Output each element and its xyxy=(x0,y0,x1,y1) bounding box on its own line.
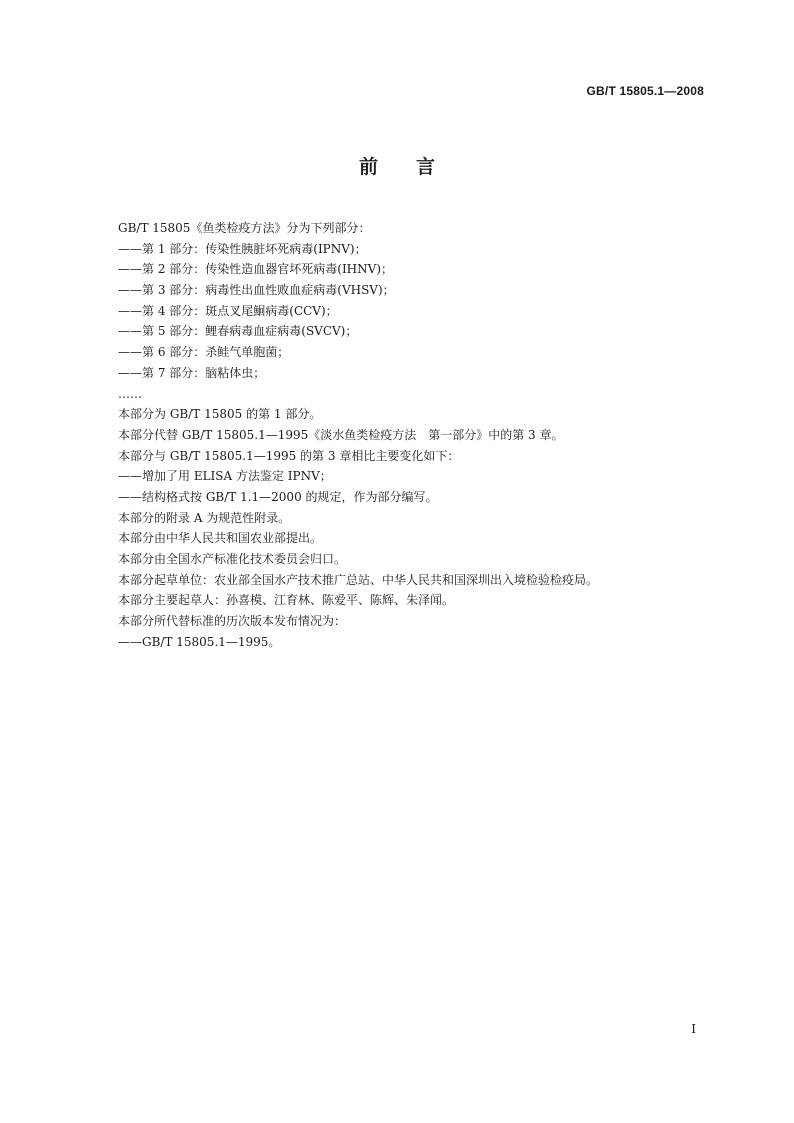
text-line: 本部分主要起草人：孙喜模、江育林、陈爱平、陈辉、朱泽闻。 xyxy=(118,593,455,608)
text-line: 本部分由中华人民共和国农业部提出。 xyxy=(118,531,323,546)
text-line: GB/T 15805《鱼类检疫方法》分为下列部分： xyxy=(118,221,371,235)
text-line: ——第 7 部分：脑粘体虫； xyxy=(118,365,266,380)
text-line: 本部分起草单位：农业部全国水产技术推广总站、中华人民共和国深圳出入境检验检疫局。 xyxy=(118,572,599,587)
text-line: ——第 2 部分：传染性造血器官坏死病毒(IHNV)； xyxy=(118,262,393,277)
text-line: ——增加了用 ELISA 方法鉴定 IPNV； xyxy=(118,469,332,484)
page-title: 前言 xyxy=(358,156,473,178)
text-line: 本部分所代替标准的历次版本发布情况为： xyxy=(118,614,347,629)
text-line: ——第 1 部分：传染性胰脏坏死病毒(IPNV)； xyxy=(118,241,367,256)
text-line: ——GB/T 15805.1—1995。 xyxy=(118,634,281,649)
text-line: ——第 5 部分：鲤春病毒血症病毒(SVCV)； xyxy=(118,324,358,339)
text-line: ——第 3 部分：病毒性出血性败血症病毒(VHSV)； xyxy=(118,283,395,298)
foreword-body xyxy=(118,218,718,652)
text-line: 本部分与 GB/T 15805.1—1995 的第 3 章相比主要变化如下： xyxy=(118,448,460,463)
text-line: …… xyxy=(118,386,142,401)
page-number: I xyxy=(691,1022,696,1036)
text-line: 本部分由全国水产标准化技术委员会归口。 xyxy=(118,552,347,566)
text-line: ——第 6 部分：杀鲑气单胞菌； xyxy=(118,345,290,360)
text-line: 本部分代替 GB/T 15805.1—1995《淡水鱼类检疫方法 第一部分》中的第 3 章。 xyxy=(118,427,564,442)
text-line: 本部分为 GB/T 15805 的第 1 部分。 xyxy=(118,407,322,422)
standard-code: GB/T 15805.1—2008 xyxy=(586,84,704,98)
text-line: ——结构格式按 GB/T 1.1—2000 的规定，作为部分编写。 xyxy=(118,489,438,504)
text-line: 本部分的附录 A 为规范性附录。 xyxy=(118,510,291,525)
text-line: ——第 4 部分：斑点叉尾鮰病毒(CCV)； xyxy=(118,303,338,318)
